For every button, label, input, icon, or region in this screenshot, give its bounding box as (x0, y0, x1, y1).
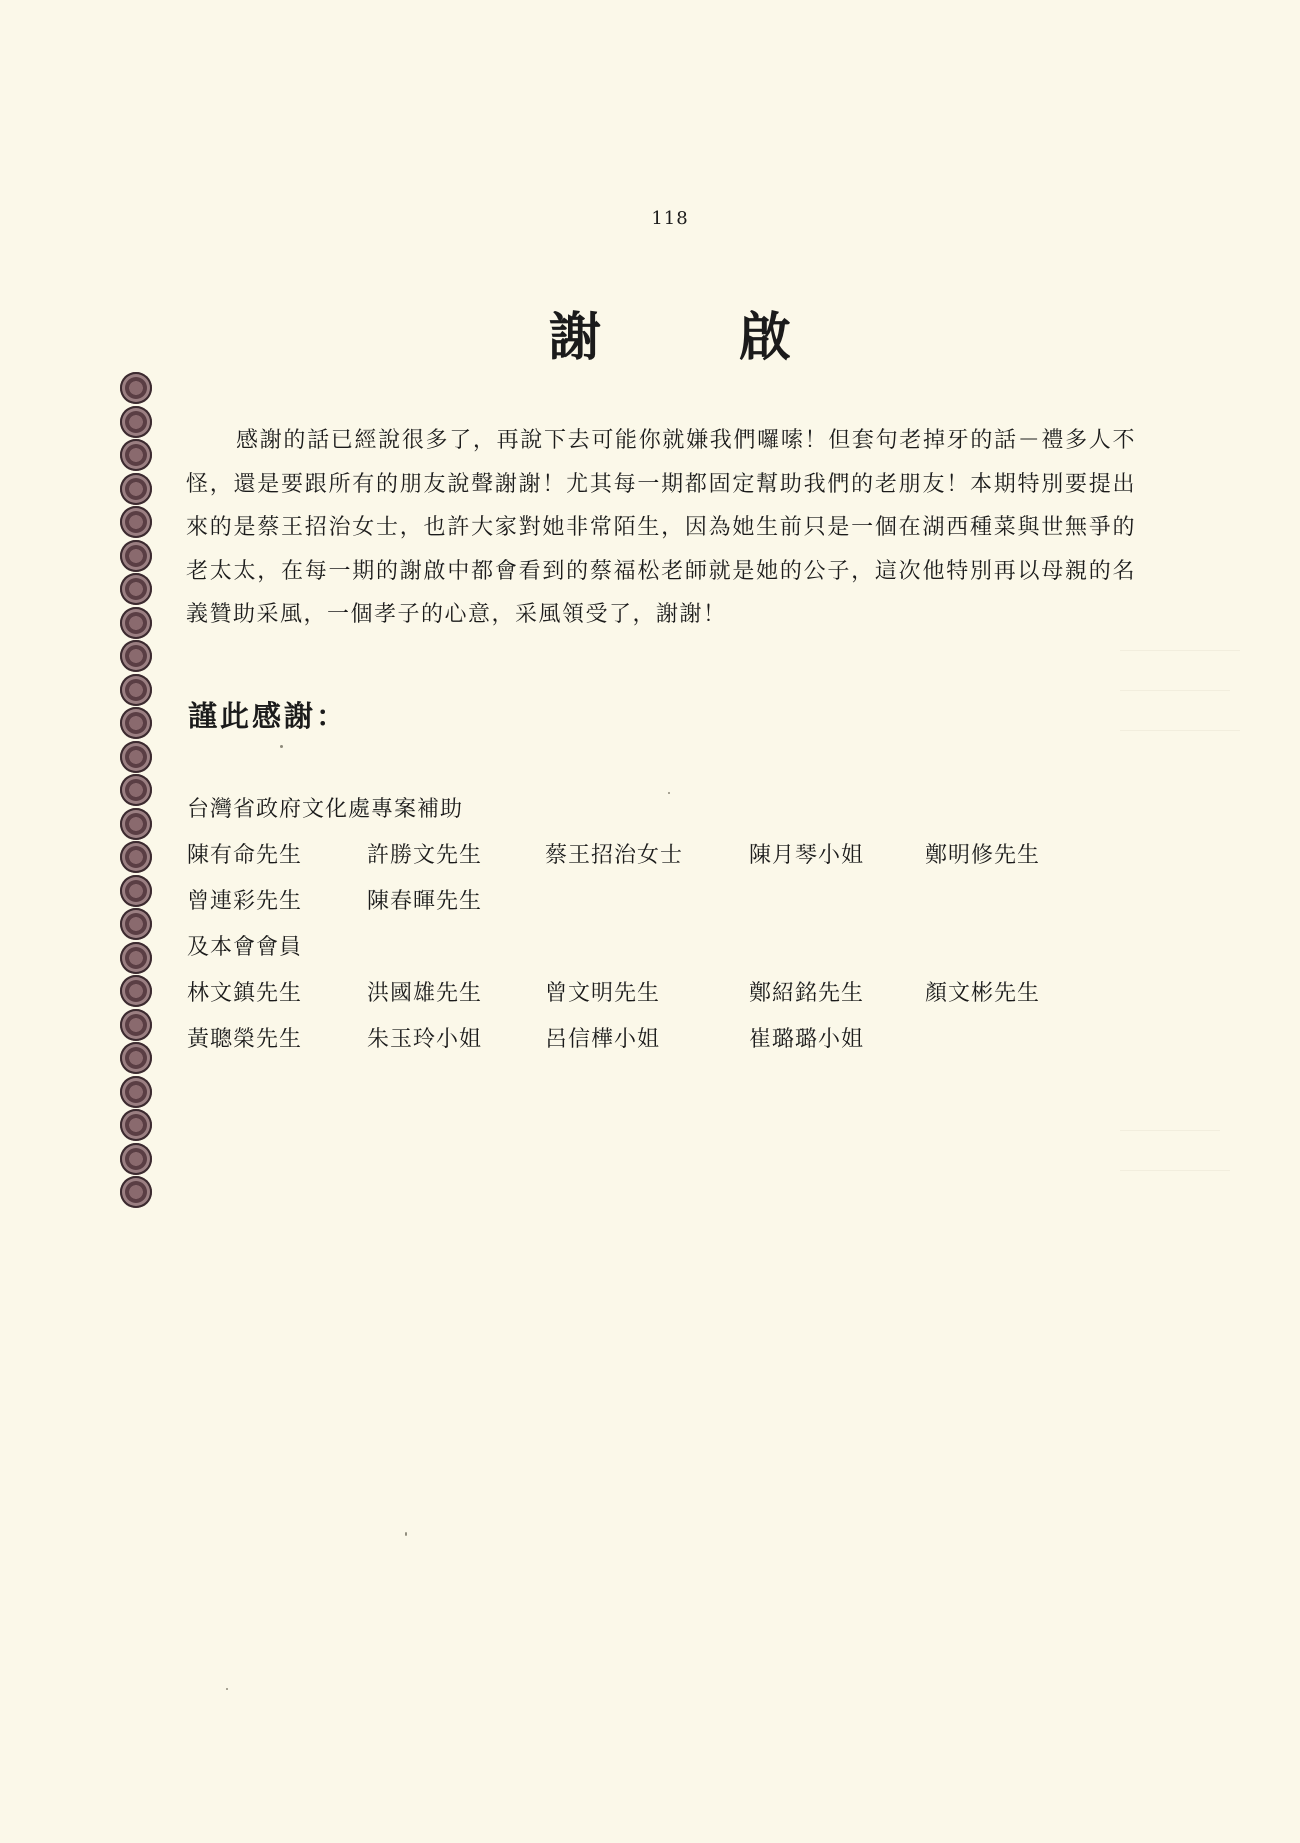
acknowledgement-paragraph (186, 419, 1136, 637)
members-label: 及本會會員 (187, 934, 303, 960)
agency-name: 台灣省政府文化處專案補助 (187, 796, 464, 822)
sponsor-list (187, 784, 1040, 1060)
ornament-circle (120, 1042, 152, 1074)
sponsor-name: 黃聰榮先生 (187, 1026, 303, 1052)
sponsor-name: 崔璐璐小姐 (749, 1026, 865, 1052)
agency-row (187, 784, 1040, 830)
sponsor-name: 顏文彬先生 (925, 980, 1041, 1006)
bleed-through-line (1120, 1170, 1230, 1171)
ornament-circle (120, 1076, 152, 1108)
ornament-circle (120, 540, 152, 572)
ornament-circle (120, 607, 152, 639)
bleed-through-line (1120, 730, 1240, 731)
paper-speck (226, 1688, 228, 1690)
sponsor-name: 洪國雄先生 (367, 980, 483, 1006)
sponsor-row (187, 1014, 1040, 1060)
ornament-circle (120, 674, 152, 706)
ornament-circle (120, 875, 152, 907)
ornament-circle (120, 372, 152, 404)
bleed-through-line (1120, 690, 1230, 691)
ornament-circle (120, 975, 152, 1007)
ornament-circle (120, 1143, 152, 1175)
paper-speck (405, 1532, 407, 1536)
page-number: 118 (651, 208, 689, 229)
bleed-through-line (1120, 1130, 1220, 1131)
ornament-circle (120, 908, 152, 940)
sponsor-name: 陳春暉先生 (367, 888, 483, 914)
decorative-border-ornament (116, 372, 156, 1210)
ornament-circle (120, 808, 152, 840)
thanks-heading: 謹此感謝： (188, 699, 349, 733)
sponsor-name: 曾文明先生 (545, 980, 661, 1006)
ornament-circle (120, 439, 152, 471)
ornament-circle (120, 707, 152, 739)
ornament-circle (120, 640, 152, 672)
sponsor-row (187, 968, 1040, 1014)
sponsor-name: 蔡王招治女士 (545, 842, 684, 868)
ornament-circle (120, 774, 152, 806)
sponsor-name: 林文鎮先生 (187, 980, 303, 1006)
ornament-circle (120, 1009, 152, 1041)
ornament-circle (120, 741, 152, 773)
page-title: 謝 啟 (548, 307, 852, 368)
ornament-circle (120, 573, 152, 605)
ornament-circle (120, 841, 152, 873)
sponsor-name: 許勝文先生 (367, 842, 483, 868)
sponsor-row (187, 876, 1040, 922)
sponsor-name: 陳有命先生 (187, 842, 303, 868)
ornament-circle (120, 506, 152, 538)
ornament-circle (120, 1176, 152, 1208)
sponsor-row (187, 830, 1040, 876)
paragraph-text: 感謝的話已經說很多了，再說下去可能你就嫌我們囉嗦！但套句老掉牙的話－禮多人不怪，還是要跟所有的朋友說聲謝謝！尤其每一期都固定幫助我們的老朋友！本期特別要提出來的是蔡王招治女士，也許大家對她非常陌生，因為她生前只是一個在湖西種菜與世無爭的老太太，在每一期的謝啟中都會看到的蔡福松老師就是她的公子，這次他特別再以母親的名義贊助采風，一個孝子的心意，采風領受了，謝謝！ (186, 428, 1136, 627)
paper-speck (668, 792, 670, 794)
bleed-through-line (1120, 650, 1240, 651)
sponsor-name: 鄭紹銘先生 (749, 980, 865, 1006)
sponsor-name: 朱玉玲小姐 (367, 1026, 483, 1052)
ornament-circle (120, 1109, 152, 1141)
ornament-circle (120, 473, 152, 505)
paper-speck (280, 745, 283, 748)
sponsor-name: 鄭明修先生 (925, 842, 1041, 868)
members-label-row (187, 922, 1040, 968)
sponsor-name: 陳月琴小姐 (749, 842, 865, 868)
ornament-circle (120, 942, 152, 974)
sponsor-name: 曾連彩先生 (187, 888, 303, 914)
sponsor-name: 呂信樺小姐 (545, 1026, 661, 1052)
ornament-circle (120, 406, 152, 438)
